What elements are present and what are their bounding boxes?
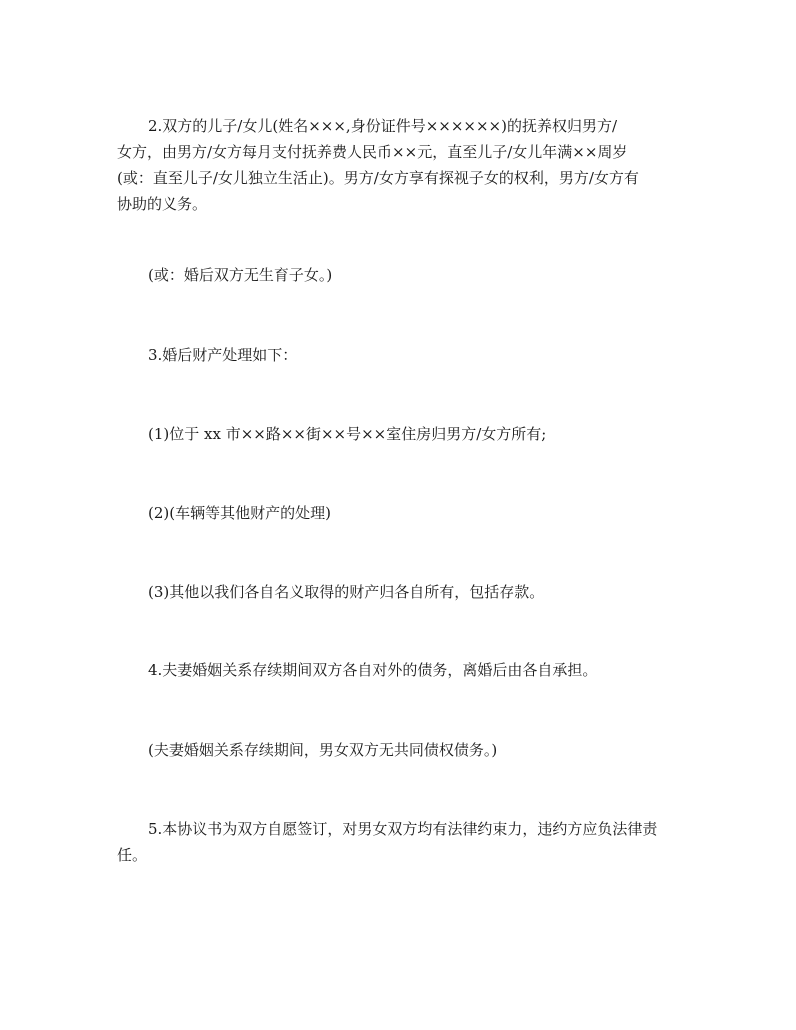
no-children-paragraph: (或：婚后双方无生育子女。) bbox=[148, 266, 333, 284]
debts-paragraph: 4.夫妻婚姻关系存续期间双方各自对外的债务，离婚后由各自承担。 bbox=[148, 661, 598, 679]
text-line: 5.本协议书为双方自愿签订，对男女双方均有法律约束力，违约方应负法律责 bbox=[148, 820, 658, 838]
text-line: 2.双方的儿子/女儿(姓名×××,身份证件号××××××)的抚养权归男方/ bbox=[148, 117, 618, 135]
property-other-item: (3)其他以我们各自名义取得的财产归各自所有，包括存款。 bbox=[148, 583, 545, 601]
text-line: (或：直至儿子/女儿独立生活止)。男方/女方享有探视子女的权利，男方/女方有 bbox=[117, 169, 639, 187]
custody-paragraph bbox=[117, 113, 687, 217]
property-house-item: (1)位于 xx 市××路××街××号××室住房归男方/女方所有; bbox=[148, 425, 547, 443]
property-heading: 3.婚后财产处理如下： bbox=[148, 346, 298, 364]
text-line: 任。 bbox=[117, 846, 148, 864]
property-vehicle-item: (2)(车辆等其他财产的处理) bbox=[148, 504, 331, 522]
binding-paragraph bbox=[117, 816, 687, 868]
no-debts-paragraph: (夫妻婚姻关系存续期间，男女双方无共同债权债务。) bbox=[148, 741, 498, 759]
text-line: 女方，由男方/女方每月支付抚养费人民币××元，直至儿子/女儿年满××周岁 bbox=[117, 143, 628, 161]
text-line: 协助的义务。 bbox=[117, 195, 208, 213]
